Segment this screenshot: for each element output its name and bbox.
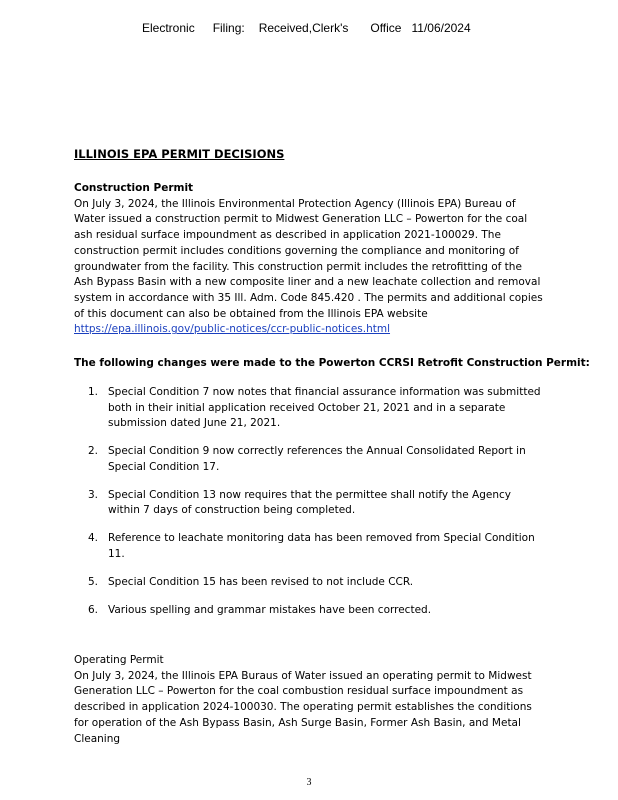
list-item-text: Various spelling and grammar mistakes have been corrected.	[108, 603, 432, 616]
header-date: 11/06/2024	[411, 21, 471, 35]
operating-permit-section	[74, 653, 544, 747]
construction-permit-text: On July 3, 2024, the Illinois Environmental Protection Agency (Illinois EPA) Bureau of Water issued a construction permit to Midwest Generation LLC – Powerton for the coal ash residual surface impoundment as described in application 2021-100029. The construction permit includes conditions governing the compliance and monitoring of groundwater from the facility. This construction permit includes the retrofitting of the Ash Bypass Basin with a new composite liner and a new leachate collection and removal system in accordance with 35 Ill. Adm. Code 845.420 . The permits and additional copies of this document can also be obtained from the Illinois EPA website	[74, 197, 543, 320]
list-item-number: 1.	[88, 386, 99, 398]
changes-intro: The following changes were made to the Powerton CCRSI Retrofit Construction Permit:	[74, 357, 590, 369]
changes-list	[88, 385, 543, 631]
list-item	[88, 488, 543, 519]
header-filing: Filing:	[212, 21, 245, 35]
illinois-epa-website-link[interactable]: https://epa.illinois.gov/public-notices/ccr-public-notices.html	[74, 323, 391, 336]
list-item-text: Reference to leachate monitoring data has been removed from Special Condition 11.	[108, 532, 535, 560]
page-title: ILLINOIS EPA PERMIT DECISIONS	[74, 147, 285, 161]
list-item	[88, 603, 543, 619]
list-item-number: 4.	[88, 532, 99, 544]
list-item-text: Special Condition 15 has been revised to not include CCR.	[108, 575, 414, 588]
construction-permit-section	[74, 181, 544, 338]
header-office: Office	[370, 21, 402, 35]
list-item	[88, 531, 543, 562]
construction-permit-heading: Construction Permit	[74, 182, 194, 194]
header-received: Received,Clerk's	[258, 21, 349, 35]
filing-header	[142, 21, 471, 35]
page-number: 3	[306, 777, 312, 788]
list-item-number: 3.	[88, 488, 99, 501]
list-item-text: Special Condition 13 now requires that the permittee shall notify the Agency within 7 days of construction being completed.	[108, 488, 512, 516]
list-item-number: 6.	[88, 603, 99, 616]
operating-permit-body: On July 3, 2024, the Illinois EPA Buraus of Water issued an operating permit to Midwest Generation LLC – Powerton for the coal combustion residual surface impoundment as described in application 2024-100030. The operating permit establishes the conditions for operation of the Ash Bypass Basin, Ash Surge Basin, Former Ash Basin, and Metal Cleaning	[74, 669, 532, 745]
list-item-text: Special Condition 7 now notes that financial assurance information was submitted both in their initial application received October 21, 2021 and in a separate submission dated June 21, 2021.	[108, 386, 541, 429]
list-item-text: Special Condition 9 now correctly references the Annual Consolidated Report in Special Condition 17.	[108, 445, 526, 473]
list-item	[88, 385, 543, 432]
list-item	[88, 444, 543, 475]
list-item-number: 2.	[88, 445, 99, 457]
list-item	[88, 575, 543, 591]
operating-permit-heading: Operating Permit	[74, 654, 164, 666]
header-electronic: Electronic	[142, 21, 195, 35]
construction-permit-body	[74, 197, 544, 338]
list-item-number: 5.	[88, 575, 99, 588]
